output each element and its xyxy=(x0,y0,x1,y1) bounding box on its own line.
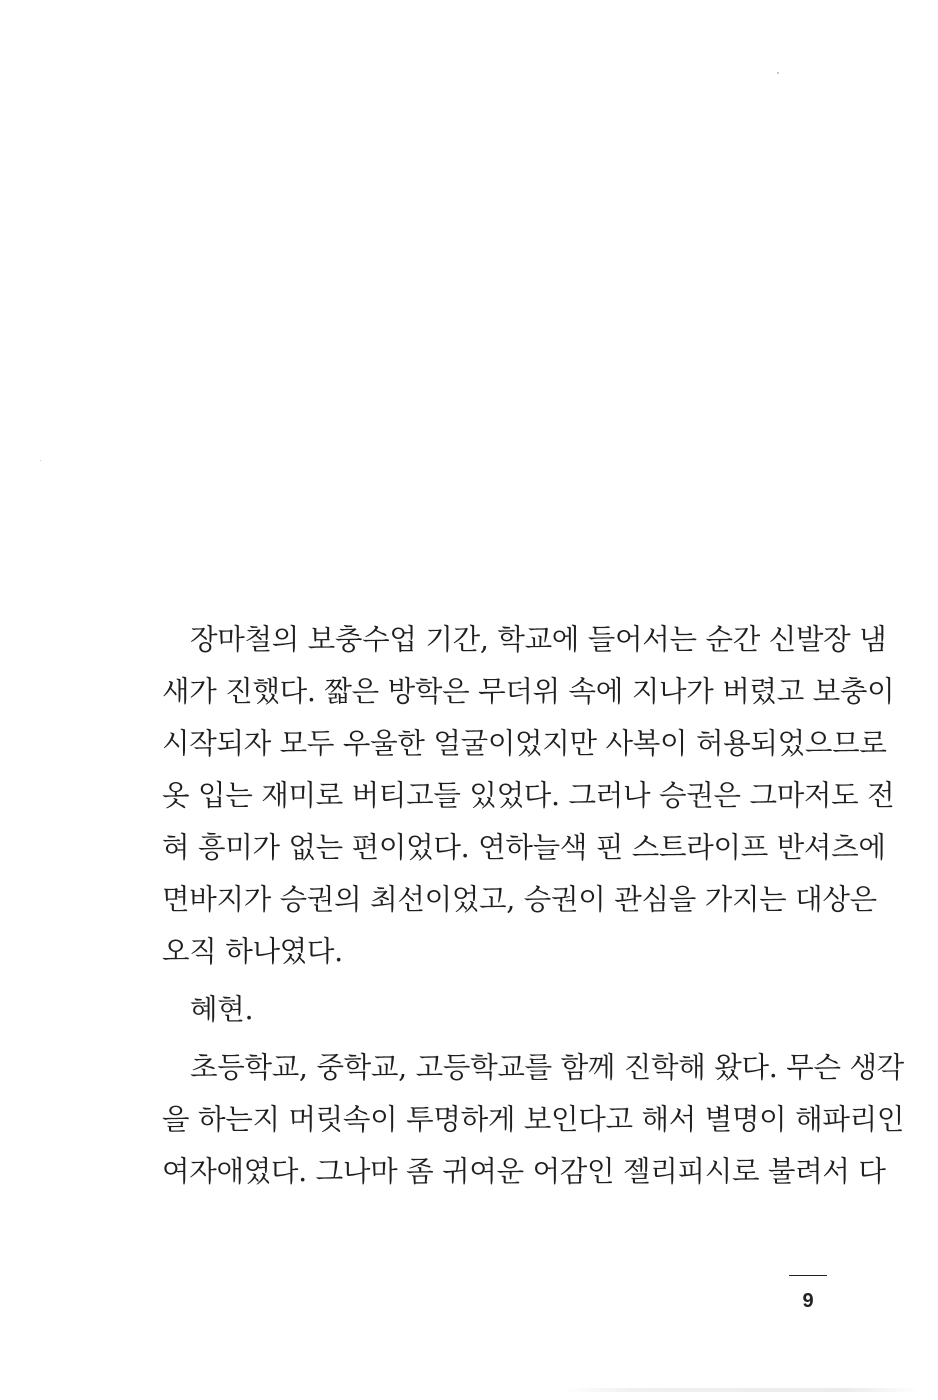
scan-speck xyxy=(40,460,41,461)
text-line: 시작되자 모두 우울한 얼굴이었지만 사복이 허용되었으므로 xyxy=(162,727,887,760)
text-line: 장마철의 보충수업 기간, 학교에 들어서는 순간 신발장 냄 xyxy=(190,623,887,656)
text-line: 옷 입는 재미로 버티고들 있었다. 그러나 승권은 그마저도 전 xyxy=(162,779,895,812)
text-line: 오직 하나였다. xyxy=(162,935,343,968)
text-line: 을 하는지 머릿속이 투명하게 보인다고 해서 별명이 해파리인 xyxy=(162,1103,905,1136)
scan-speck xyxy=(777,72,779,74)
paragraph-2 xyxy=(162,984,812,1036)
footer-rule xyxy=(789,1275,827,1276)
text-line: 혜현. xyxy=(190,993,254,1026)
text-line: 초등학교, 중학교, 고등학교를 함께 진학해 왔다. 무슨 생각 xyxy=(190,1051,904,1084)
text-line: 혀 흥미가 없는 편이었다. 연하늘색 핀 스트라이프 반셔츠에 xyxy=(162,831,886,864)
paragraph-1 xyxy=(162,614,895,978)
page-number: 9 xyxy=(802,1290,814,1312)
scan-edge-shadow xyxy=(560,1388,920,1392)
text-line: 면바지가 승권의 최선이었고, 승권이 관심을 가지는 대상은 xyxy=(162,883,877,916)
text-line: 새가 진했다. 짧은 방학은 무더위 속에 지나가 버렸고 보충이 xyxy=(162,675,895,708)
text-line: 여자애였다. 그나마 좀 귀여운 어감인 젤리피시로 불려서 다 xyxy=(162,1155,886,1188)
body-text xyxy=(162,614,905,1198)
paragraph-3 xyxy=(162,1042,905,1198)
